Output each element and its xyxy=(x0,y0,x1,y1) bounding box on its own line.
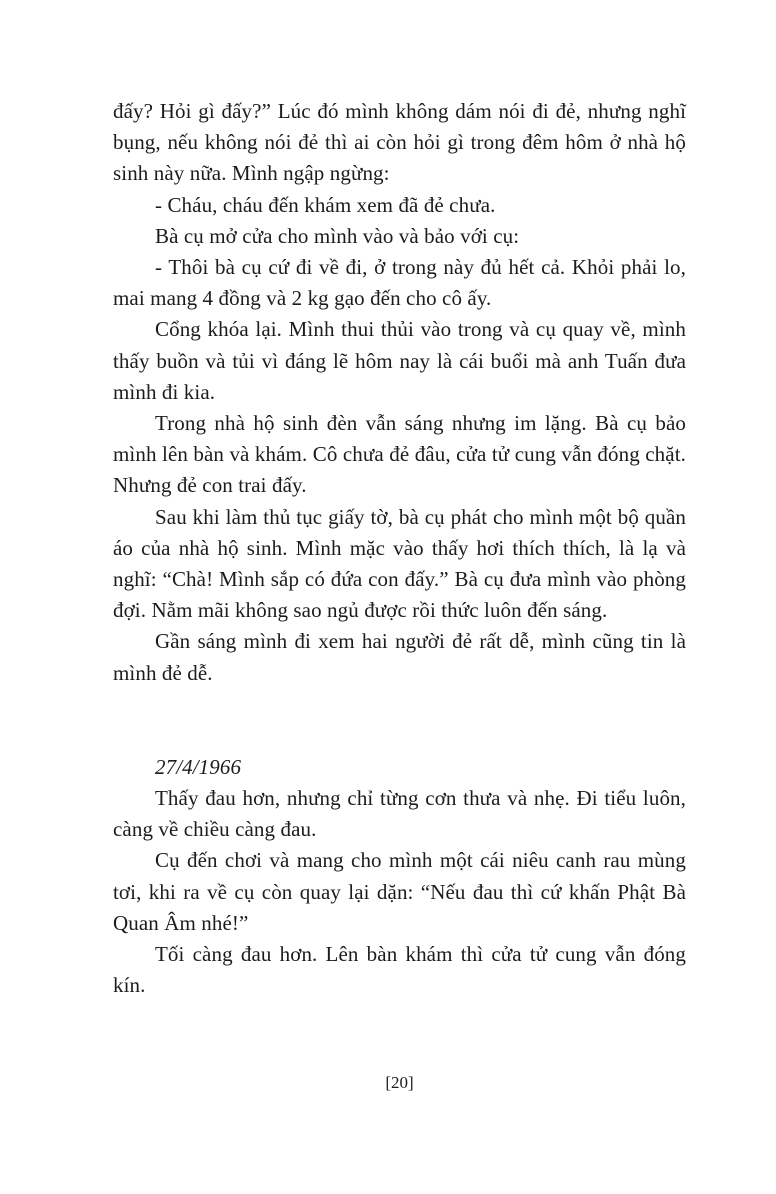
paragraph: Sau khi làm thủ tục giấy tờ, bà cụ phát cho mình một bộ quần áo của nhà hộ sinh. Mình mặc vào thấy hơi thích thích, là lạ và nghĩ: “Chà! Mình sắp có đứa con đấy.” Bà cụ đưa mình vào phòng đợi. Nằm mãi không sao ngủ được rồi thức luôn đến sáng. xyxy=(113,504,686,623)
page-number: [20] xyxy=(385,1073,414,1092)
dialogue-line: - Thôi bà cụ cứ đi về đi, ở trong này đủ hết cả. Khỏi phải lo, mai mang 4 đồng và 2 kg gạo đến cho cô ấy. xyxy=(113,255,686,311)
paragraph: Cụ đến chơi và mang cho mình một cái niêu canh rau mùng tơi, khi ra về cụ còn quay lại dặn: “Nếu đau thì cứ khấn Phật Bà Quan Âm nhé!” xyxy=(113,848,686,935)
entry-date: 27/4/1966 xyxy=(155,754,242,779)
paragraph: Trong nhà hộ sinh đèn vẫn sáng nhưng im lặng. Bà cụ bảo mình lên bàn và khám. Cô chưa đẻ đâu, cửa tử cung vẫn đóng chặt. Nhưng đẻ con trai đấy. xyxy=(113,411,686,498)
paragraph: Thấy đau hơn, nhưng chỉ từng cơn thưa và nhẹ. Đi tiểu luôn, càng về chiều càng đau. xyxy=(113,786,686,842)
paragraph: Cổng khóa lại. Mình thui thủi vào trong và cụ quay về, mình thấy buồn và tủi vì đáng lẽ hôm nay là cái buổi mà anh Tuấn đưa mình đi kia. xyxy=(113,317,686,404)
dialogue-line: - Cháu, cháu đến khám xem đã đẻ chưa. xyxy=(155,192,496,217)
paragraph: Gần sáng mình đi xem hai người đẻ rất dễ, mình cũng tin là mình đẻ dễ. xyxy=(113,629,686,685)
paragraph: Tối càng đau hơn. Lên bàn khám thì cửa tử cung vẫn đóng kín. xyxy=(113,942,686,998)
diary-text xyxy=(113,96,686,1001)
paragraph: Bà cụ mở cửa cho mình vào và bảo với cụ: xyxy=(155,223,520,248)
paragraph: đấy? Hỏi gì đấy?” Lúc đó mình không dám nói đi đẻ, nhưng nghĩ bụng, nếu không nói đẻ thì ai còn hỏi gì trong đêm hôm ở nhà hộ sinh này nữa. Mình ngập ngừng: xyxy=(113,99,686,186)
